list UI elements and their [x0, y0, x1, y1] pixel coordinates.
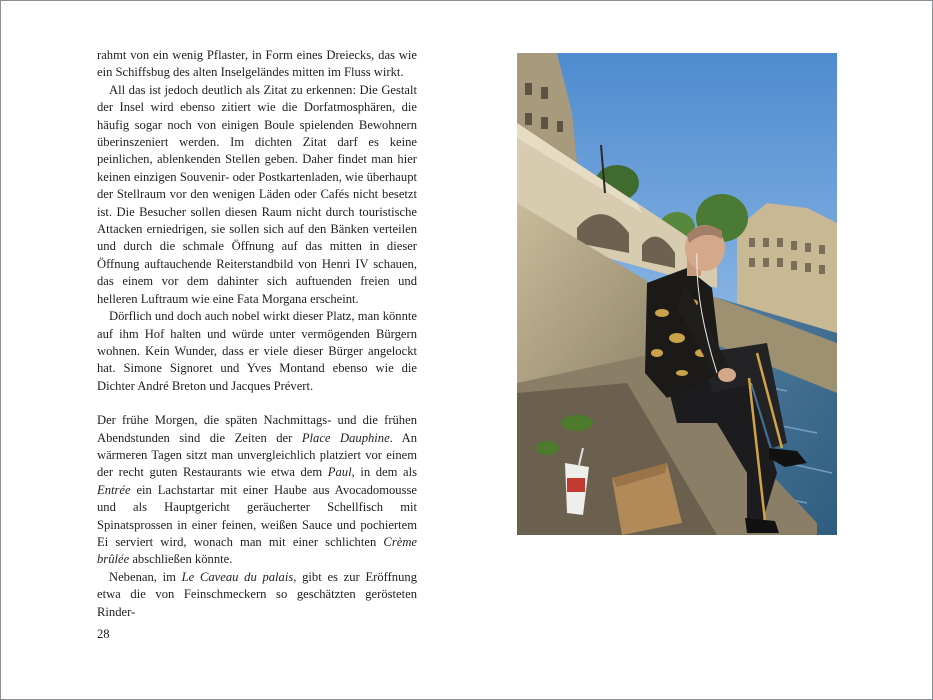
italic-term: Entrée: [97, 482, 131, 497]
text-run: Dörflich und doch auch nobel wirkt dieser Platz, man könnte auf ihm Hof halten und würde unter vermögenden Bürgern wohnen. Kein Wunder, dass er viele dieser Bürger angelockt hat. Simone Signoret und Yves Montand ebenso wie die Dichter André Breton und Jacques Prévert.: [97, 309, 417, 393]
text-run: All das ist jedoch deutlich als Zitat zu erkennen: Die Gestalt der Insel wird ebenso zitiert wie die Dorfatmosphären, die häufig sogar noch von einigen Boule spielenden Bewohnern überinszeniert werden. Im dichten Zitat darf es keine peinlichen, ablenkenden Stellen geben. Daher findet man hier keinen einzigen Souvenir- oder Postkartenladen, wie überhaupt der Stellraum vor den wenigen Läden oder Cafés nicht besetzt ist. Die Besucher sollen diesen Raum nicht durch touristische Attacken erniedrigen, sie sollen sich auf den Bänken verteilen und durch die schmale Öffnung auf das mitten in dieser Öffnung auftauchende Reiterstandbild von Henri IV schauen, das einem vor dem dahinter sich auftuenden freien und helleren Luftraum wie eine Fata Morgana erscheint.: [97, 82, 417, 306]
italic-term: Paul: [327, 465, 352, 480]
paragraph-p4: [97, 412, 417, 569]
text-run: . An wärmeren Tagen sitzt man unvergleichlich platziert vor einem der recht guten Restaurants wie etwa dem: [97, 430, 418, 480]
page-number: 28: [97, 627, 110, 641]
text-run: , in dem als: [351, 465, 417, 480]
italic-term: Le Caveau du palais: [181, 569, 294, 584]
text-run: Nebenan, im: [109, 569, 182, 584]
text-column: [97, 47, 417, 621]
italic-term: Place Dauphine: [301, 430, 390, 445]
photo-man-by-seine: [517, 53, 837, 535]
text-run: rahmt von ein wenig Pflaster, in Form eines Dreiecks, das wie ein Schiffsbug des alten Inselgeländes mitten im Fluss wirkt.: [97, 48, 417, 80]
paragraph-p5: [97, 569, 417, 621]
text-run: ein Lachstartar mit einer Haube aus Avocadomousse und als Hauptgericht geräucherter Schellfisch mit Spinatsprossen in einer feinen, weißen Sauce und pochiertem Ei serviert wird, wonach man mit einer schlichten: [97, 482, 417, 549]
paragraph-p2: [97, 82, 417, 308]
paragraph-p1: [97, 47, 417, 82]
paragraph-p3: [97, 308, 417, 395]
text-run: abschließen könnte.: [129, 552, 233, 567]
text-run: , gibt es zur Eröffnung etwa die von Feinschmeckern so geschätzten gerösteten Rinder-: [97, 569, 417, 619]
text-run: Der frühe Morgen, die späten Nachmittags- und die frühen Abendstunden sind die Zeiten der: [97, 413, 417, 445]
italic-term: Crème brûlée: [97, 534, 417, 567]
